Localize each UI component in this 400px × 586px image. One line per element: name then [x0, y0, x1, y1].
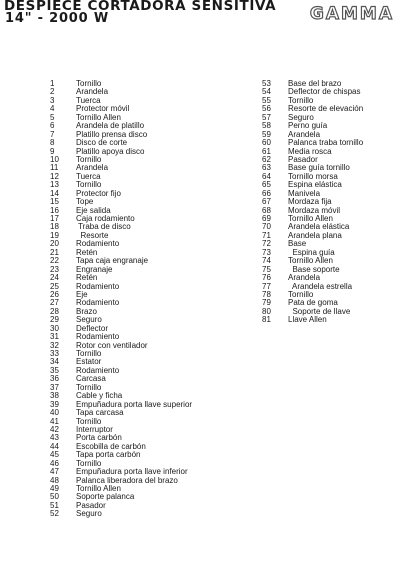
part-name: Escobilla de carbón — [76, 441, 146, 451]
part-name: Tornillo — [76, 382, 102, 392]
part-row — [50, 198, 192, 206]
part-number: 66 — [262, 188, 271, 198]
part-name: Carcasa — [76, 374, 106, 384]
part-number: 52 — [50, 509, 59, 519]
part-number: 10 — [50, 154, 59, 164]
part-name: Tapa caja engranaje — [76, 256, 149, 266]
part-name: Tornillo — [76, 79, 102, 88]
part-row — [50, 181, 192, 189]
part-name: Cable y ficha — [76, 391, 123, 401]
part-name: Empuñadura porta llave inferior — [76, 467, 188, 477]
part-number: 68 — [262, 205, 271, 215]
part-number: 57 — [262, 112, 271, 122]
part-number: 17 — [50, 214, 59, 223]
part-number: 63 — [262, 163, 271, 173]
part-name: Arandela — [288, 273, 321, 283]
part-name: Tapa carcasa — [76, 408, 124, 418]
part-number: 14 — [50, 188, 59, 198]
part-name: Arandela elástica — [288, 222, 350, 232]
part-number: 78 — [262, 289, 271, 299]
part-number: 22 — [50, 256, 59, 266]
part-row — [50, 350, 192, 358]
part-row — [50, 502, 192, 510]
part-number: 30 — [50, 323, 59, 333]
part-number: 33 — [50, 349, 59, 358]
part-row — [50, 173, 192, 181]
part-name: Tornillo Allen — [288, 214, 333, 223]
part-name: Palanca traba tornillo — [288, 138, 364, 148]
part-number: 43 — [50, 433, 59, 443]
part-number: 55 — [262, 95, 271, 105]
part-number: 4 — [50, 104, 55, 114]
part-row — [50, 493, 192, 501]
parts-list-left — [50, 80, 192, 519]
part-number: 65 — [262, 180, 271, 190]
part-row — [50, 80, 192, 88]
part-name: Tapa porta carbón — [76, 450, 141, 460]
part-name: Protector fijo — [76, 188, 121, 198]
part-number: 48 — [50, 475, 59, 485]
part-number: 77 — [262, 281, 271, 291]
part-name: Caja rodamiento — [76, 214, 135, 223]
part-row — [50, 88, 192, 96]
part-number: 56 — [262, 104, 271, 114]
part-name: Tornillo Allen — [76, 112, 121, 122]
page-subtitle: 14" - 2000 W — [5, 11, 109, 26]
part-name: Estator — [76, 357, 102, 367]
part-number: 74 — [262, 256, 271, 266]
part-row — [50, 375, 192, 383]
part-number: 67 — [262, 197, 271, 207]
part-name: Manivela — [288, 188, 321, 198]
part-row — [50, 409, 192, 417]
part-number: 6 — [50, 121, 55, 131]
part-name: Palanca liberadora del brazo — [76, 475, 178, 485]
part-number: 23 — [50, 264, 59, 274]
part-name: Tornillo — [76, 416, 102, 426]
part-name: Interruptor — [76, 424, 113, 434]
part-number: 59 — [262, 129, 271, 139]
part-number: 41 — [50, 416, 59, 426]
part-number: 69 — [262, 214, 271, 223]
part-number: 64 — [262, 171, 271, 181]
part-name: Rodamiento — [76, 239, 120, 249]
part-row — [50, 232, 192, 240]
part-name: Arandela — [76, 87, 109, 97]
part-number: 47 — [50, 467, 59, 477]
brand-logo: GAMMA — [309, 4, 394, 24]
part-name: Arandela plana — [288, 230, 342, 240]
part-name: Tornillo — [76, 154, 102, 164]
part-number: 35 — [50, 365, 59, 375]
part-row — [50, 156, 192, 164]
part-row — [50, 148, 192, 156]
part-name: Tope — [76, 197, 94, 207]
part-name: Eje salida — [76, 205, 111, 215]
part-number: 46 — [50, 458, 59, 468]
part-row — [50, 274, 192, 282]
part-name: Soporte palanca — [76, 492, 135, 502]
part-row — [50, 257, 192, 265]
part-number: 28 — [50, 306, 59, 316]
part-number: 9 — [50, 146, 55, 156]
part-number: 44 — [50, 441, 59, 451]
part-name: Protector móvil — [76, 104, 130, 114]
part-number: 18 — [50, 222, 59, 232]
part-name: Tornillo — [76, 180, 102, 190]
part-number: 40 — [50, 408, 59, 418]
part-name: Empuñadura porta llave superior — [76, 399, 193, 409]
part-name: Tuerca — [76, 95, 101, 105]
part-number: 79 — [262, 298, 271, 308]
part-number: 31 — [50, 332, 59, 342]
part-name: Espina elástica — [288, 180, 342, 190]
part-row — [50, 316, 192, 324]
part-name: Rodamiento — [76, 332, 120, 342]
part-row — [50, 325, 192, 333]
part-number: 54 — [262, 87, 271, 97]
part-name: Arandela — [76, 163, 109, 173]
part-row — [50, 367, 192, 375]
part-row — [50, 418, 192, 426]
part-number: 34 — [50, 357, 59, 367]
part-number: 7 — [50, 129, 55, 139]
part-row — [50, 291, 192, 299]
part-name: Perno guía — [288, 121, 328, 131]
part-number: 50 — [50, 492, 59, 502]
part-number: 20 — [50, 239, 59, 249]
part-number: 72 — [262, 239, 271, 249]
part-number: 24 — [50, 273, 59, 283]
part-row — [50, 105, 192, 113]
part-name: Base guía tornillo — [288, 163, 350, 173]
part-name: Arandela estrella — [288, 281, 353, 291]
part-name: Platillo prensa disco — [76, 129, 148, 139]
part-number: 26 — [50, 289, 59, 299]
part-number: 19 — [50, 230, 59, 240]
part-name: Disco de corte — [76, 138, 128, 148]
part-number: 32 — [50, 340, 59, 350]
part-name: Media rosca — [288, 146, 332, 156]
part-number: 76 — [262, 273, 271, 283]
part-name: Llave Allen — [288, 315, 327, 325]
part-number: 21 — [50, 247, 59, 257]
part-name: Rodamiento — [76, 281, 120, 291]
part-name: Pasador — [288, 154, 318, 164]
part-name: Rotor con ventilador — [76, 340, 148, 350]
part-number: 58 — [262, 121, 271, 131]
part-number: 15 — [50, 197, 59, 207]
part-row — [50, 358, 192, 366]
part-row — [50, 164, 192, 172]
part-name: Tornillo — [288, 95, 314, 105]
part-name: Mordaza móvil — [288, 205, 341, 215]
part-number: 5 — [50, 112, 55, 122]
part-name: Espina guía — [288, 247, 335, 257]
part-name: Seguro — [76, 509, 102, 519]
part-row — [50, 223, 192, 231]
part-name: Rodamiento — [76, 298, 120, 308]
part-number: 25 — [50, 281, 59, 291]
part-name: Tuerca — [76, 171, 101, 181]
part-number: 42 — [50, 424, 59, 434]
part-name: Tornillo Allen — [288, 256, 333, 266]
part-name: Retén — [76, 273, 98, 283]
part-name: Brazo — [76, 306, 97, 316]
part-number: 73 — [262, 247, 271, 257]
part-name: Resorte de elevación — [288, 104, 364, 114]
part-name: Engranaje — [76, 264, 113, 274]
part-number: 38 — [50, 391, 59, 401]
part-name: Arandela de platillo — [76, 121, 145, 131]
part-name: Porta carbón — [76, 433, 122, 443]
part-number: 27 — [50, 298, 59, 308]
part-number: 8 — [50, 138, 55, 148]
part-name: Platillo apoya disco — [76, 146, 145, 156]
part-name: Mordaza fija — [288, 197, 332, 207]
part-row — [50, 308, 192, 316]
part-number: 53 — [262, 79, 271, 88]
part-row — [50, 477, 192, 485]
part-row — [50, 283, 192, 291]
part-name: Eje — [76, 289, 88, 299]
part-name: Tornillo Allen — [76, 484, 121, 493]
part-name: Base soporte — [288, 264, 340, 274]
part-number: 36 — [50, 374, 59, 384]
part-row — [262, 316, 363, 324]
part-name: Seguro — [76, 315, 102, 325]
part-number: 29 — [50, 315, 59, 325]
part-row — [50, 299, 192, 307]
part-number: 1 — [50, 79, 55, 88]
part-name: Seguro — [288, 112, 314, 122]
part-number: 71 — [262, 230, 271, 240]
part-number: 11 — [50, 163, 59, 173]
part-number: 49 — [50, 484, 59, 493]
part-number: 75 — [262, 264, 271, 274]
part-name: Pasador — [76, 500, 106, 510]
part-number: 51 — [50, 500, 59, 510]
part-name: Rodamiento — [76, 365, 120, 375]
part-number: 2 — [50, 87, 55, 97]
part-number: 12 — [50, 171, 59, 181]
part-number: 45 — [50, 450, 59, 460]
part-number: 70 — [262, 222, 271, 232]
part-name: Arandela — [288, 129, 321, 139]
part-name: Retén — [76, 247, 98, 257]
part-name: Deflector — [76, 323, 109, 333]
part-number: 62 — [262, 154, 271, 164]
parts-list-right — [262, 80, 363, 325]
part-row — [50, 451, 192, 459]
part-name: Tornillo — [288, 289, 314, 299]
part-row — [50, 240, 192, 248]
part-row — [50, 342, 192, 350]
part-name: Soporte de llave — [288, 306, 351, 316]
part-name: Deflector de chispas — [288, 87, 361, 97]
part-name: Pata de goma — [288, 298, 338, 308]
part-row — [262, 232, 363, 240]
part-row — [50, 266, 192, 274]
part-name: Base del brazo — [288, 79, 342, 88]
part-name: Resorte — [76, 230, 109, 240]
part-number: 3 — [50, 95, 55, 105]
part-name: Tornillo — [76, 349, 102, 358]
part-name: Base — [288, 239, 307, 249]
part-number: 13 — [50, 180, 59, 190]
part-name: Traba de disco — [76, 222, 131, 232]
part-number: 39 — [50, 399, 59, 409]
part-number: 16 — [50, 205, 59, 215]
part-number: 60 — [262, 138, 271, 148]
part-number: 80 — [262, 306, 271, 316]
part-number: 37 — [50, 382, 59, 392]
part-row — [50, 510, 192, 518]
part-number: 61 — [262, 146, 271, 156]
part-name: Tornillo — [76, 458, 102, 468]
part-row — [50, 190, 192, 198]
part-name: Tornillo morsa — [288, 171, 338, 181]
page-title: DESPIECE CORTADORA SENSITIVA — [4, 0, 277, 14]
part-number: 81 — [262, 315, 271, 325]
